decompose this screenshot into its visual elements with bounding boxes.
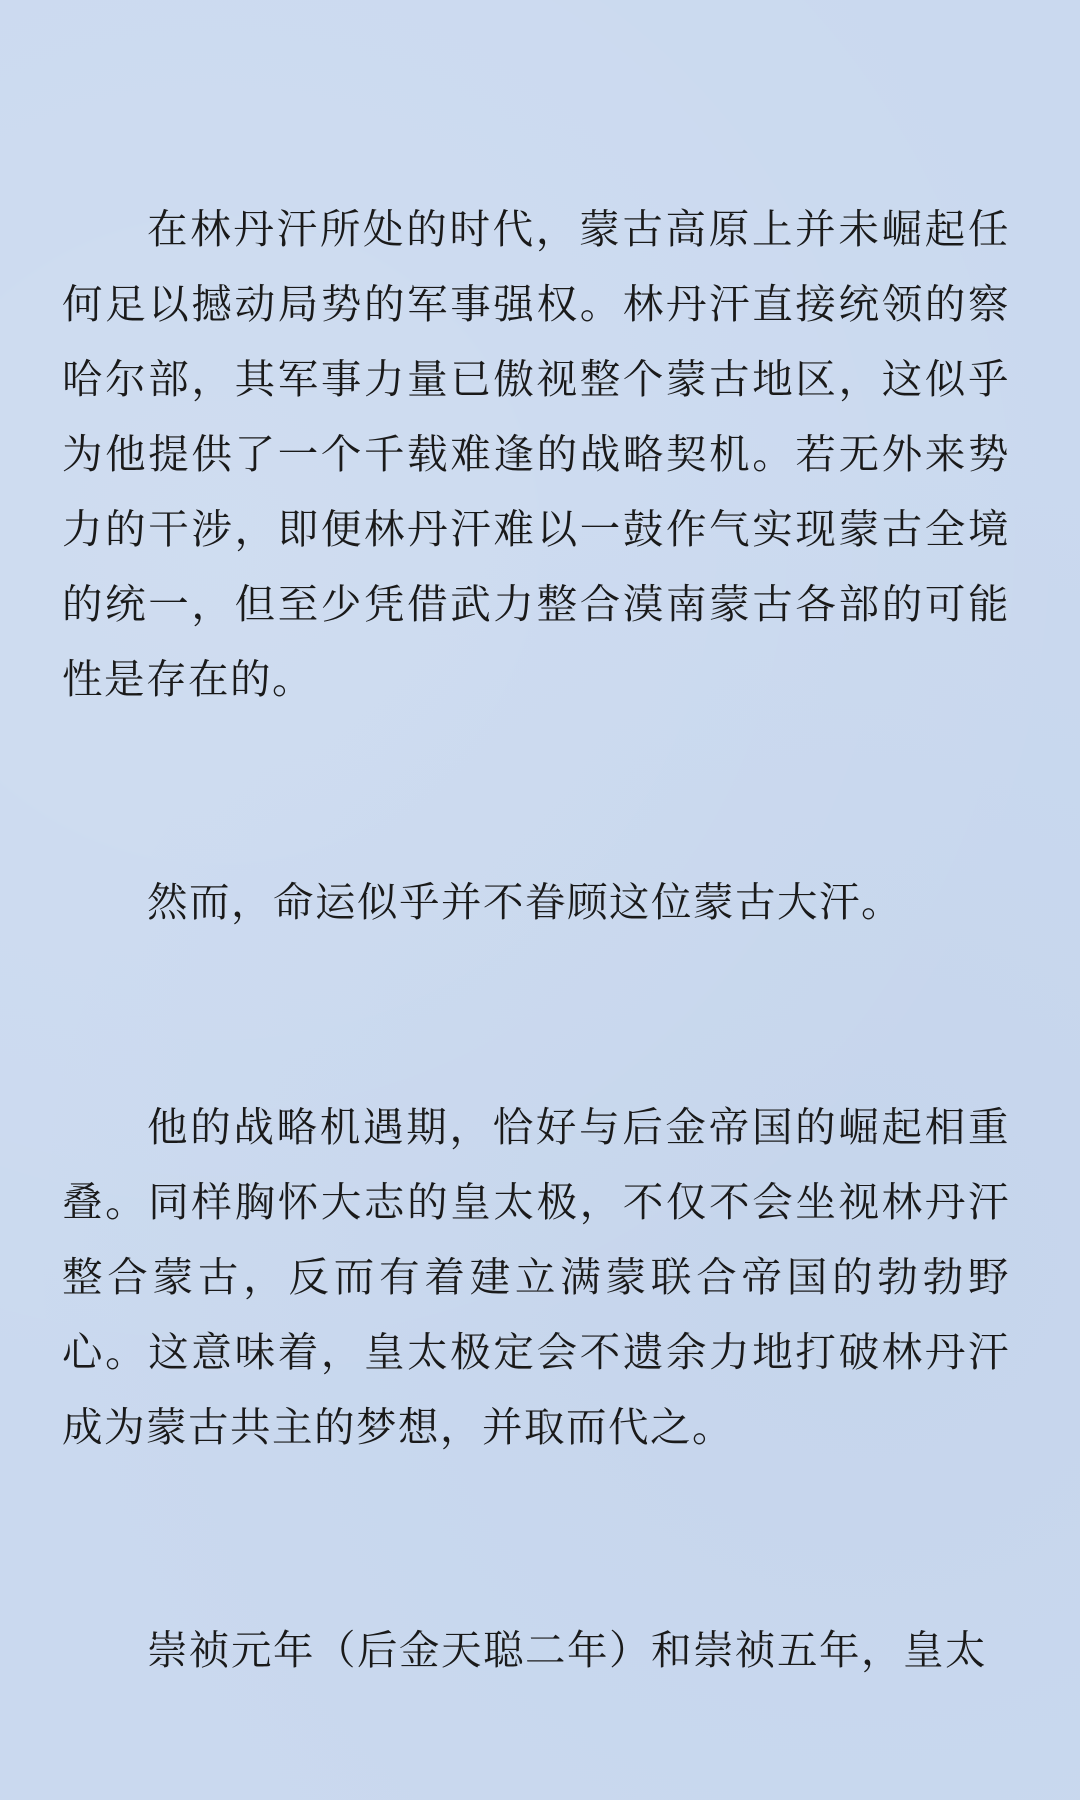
paragraph-4: 崇祯元年（后金天聪二年）和崇祯五年，皇太 [147, 1626, 987, 1674]
paragraph-3: 他的战略机遇期，恰好与后金帝国的崛起相重叠。同样胸怀大志的皇太极，不仅不会坐视林丹汗整合蒙古，反而有着建立满蒙联合帝国的勃勃野心。这意味着，皇太极定会不遗余力地打破林丹汗成为蒙古共主的梦想，并取而代之。 [62, 1103, 1010, 1451]
paragraph-1: 在林丹汗所处的时代，蒙古高原上并未崛起任何足以撼动局势的军事强权。林丹汗直接统领的察哈尔部，其军事力量已傲视整个蒙古地区，这似乎为他提供了一个千载难逢的战略契机。若无外来势力的干涉，即便林丹汗难以一鼓作气实现蒙古全境的统一，但至少凭借武力整合漠南蒙古各部的可能性是存在的。 [62, 205, 1010, 703]
article-body [62, 192, 1010, 1688]
paragraph-2: 然而，命运似乎并不眷顾这位蒙古大汗。 [147, 878, 903, 926]
